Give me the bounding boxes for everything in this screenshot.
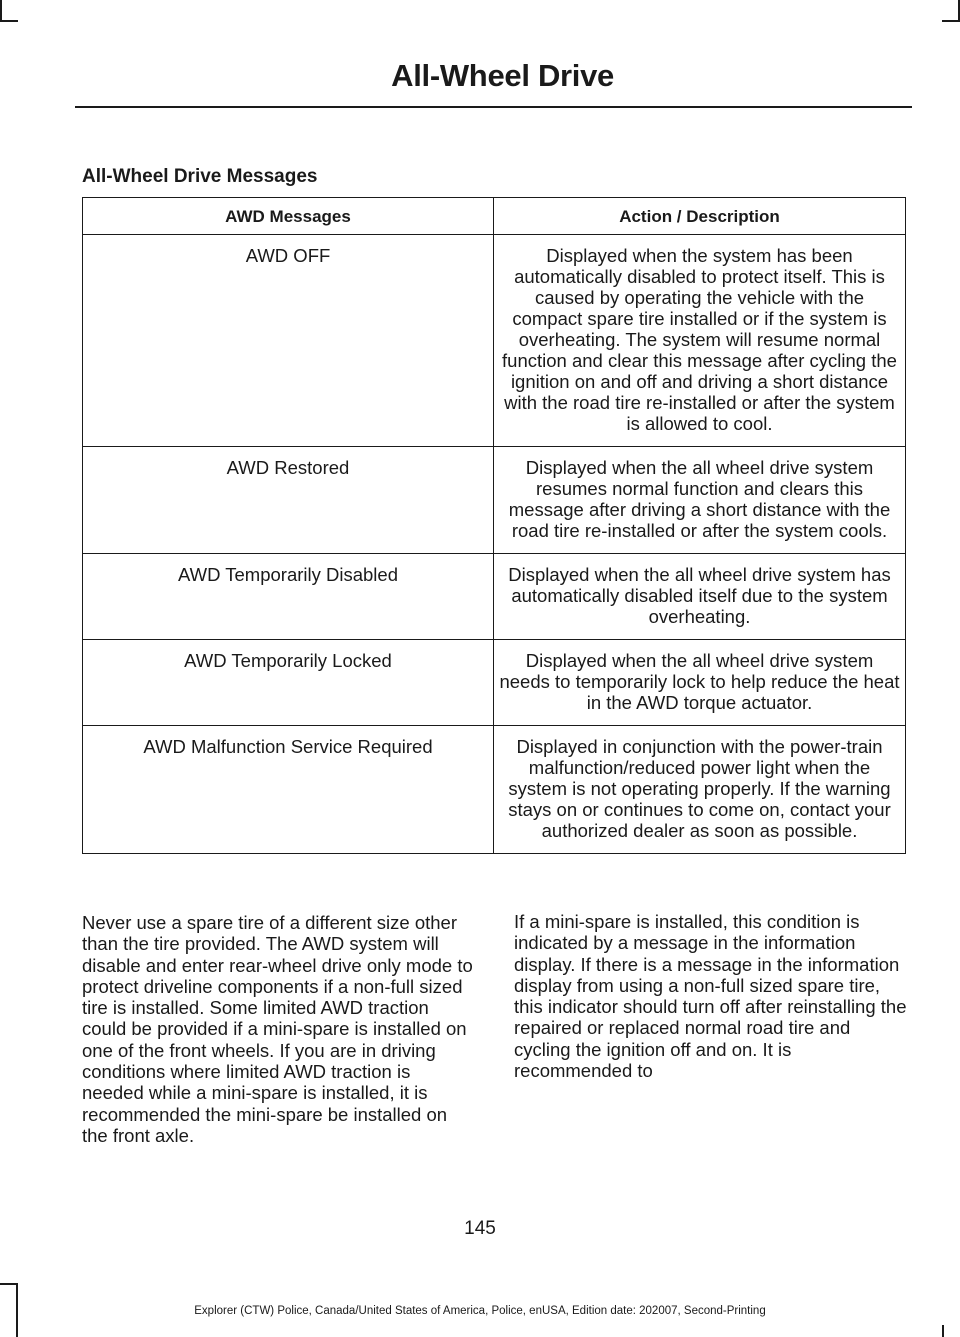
awd-message-cell: AWD Temporarily Locked (83, 640, 494, 726)
crop-mark-bottom-left-h (0, 1283, 18, 1285)
awd-message-cell: AWD Temporarily Disabled (83, 554, 494, 640)
description-cell: Displayed in conjunction with the power-train malfunction/reduced power light when the system is not operating properly. If the warning stays on or continues to come on, contact your authorized dealer as soon as possible. (494, 726, 906, 854)
table-header-cell: AWD Messages (83, 198, 494, 235)
table-row (83, 235, 906, 447)
table-header-cell: Action / Description (494, 198, 906, 235)
crop-mark-top-right-h (942, 20, 960, 22)
table-row (83, 447, 906, 554)
awd-message-cell: AWD OFF (83, 235, 494, 447)
crop-mark-bottom-right (942, 1325, 944, 1337)
body-paragraph-left: Never use a spare tire of a different size other than the tire provided. The AWD system will disable and enter rear-wheel drive only mode to protect driveline components if a non-full sized tire is installed. Some limited AWD traction could be provided if a mini-spare is installed on one of the front wheels. If you are in driving conditions where limited AWD traction is needed while a mini-spare is installed, it is recommended the mini-spare be installed on the front axle. (82, 912, 473, 1146)
header-rule (75, 106, 912, 108)
description-cell: Displayed when the system has been automatically disabled to protect itself. This is caused by operating the vehicle with the compact spare tire installed or if the system is overheating. The system will resume normal function and clear this message after cycling the ignition on and off and driving a short distance with the road tire re-installed or after the system is allowed to cool. (494, 235, 906, 447)
body-paragraph-right: If a mini-spare is installed, this condition is indicated by a message in the information display. If there is a message in the information display from using a non-full sized spare tire, this indicator should turn off after reinstalling the repaired or replaced normal road tire and cycling the ignition off and on. It is recommended to (514, 911, 907, 1082)
crop-mark-top-left (0, 0, 2, 22)
awd-message-cell: AWD Malfunction Service Required (83, 726, 494, 854)
footer-edition-text: Explorer (CTW) Police, Canada/United States of America, Police, enUSA, Edition date: 202007, Second-Printing (194, 1305, 766, 1317)
crop-mark-top-left-h (0, 20, 18, 22)
table-row (83, 640, 906, 726)
awd-messages-table (82, 197, 906, 854)
page-number: 145 (464, 1218, 496, 1239)
chapter-title: All-Wheel Drive (391, 58, 614, 93)
table-header-row (83, 198, 906, 235)
description-cell: Displayed when the all wheel drive system resumes normal function and clears this message after driving a short distance with the road tire re-installed or after the system cools. (494, 447, 906, 554)
description-cell: Displayed when the all wheel drive system has automatically disabled itself due to the system overheating. (494, 554, 906, 640)
section-title: All-Wheel Drive Messages (82, 166, 318, 187)
table-row (83, 726, 906, 854)
table-row (83, 554, 906, 640)
awd-message-cell: AWD Restored (83, 447, 494, 554)
description-cell: Displayed when the all wheel drive system needs to temporarily lock to help reduce the heat in the AWD torque actuator. (494, 640, 906, 726)
